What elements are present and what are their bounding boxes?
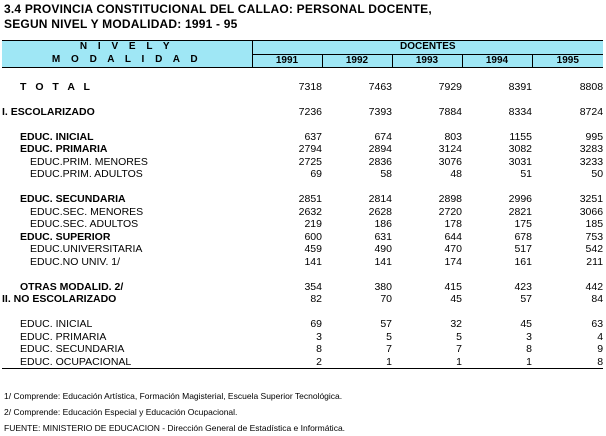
cell-value: 5 (456, 330, 462, 343)
table-row (2, 156, 603, 169)
cell-value: 32 (450, 318, 462, 330)
title-line-1: 3.4 PROVINCIA CONSTITUCIONAL DEL CALLAO: PERSONAL DOCENTE, (4, 2, 432, 16)
cell-value: 161 (514, 255, 532, 268)
table-row (2, 218, 603, 231)
cell-value: 3251 (579, 193, 604, 205)
cell-value: 442 (585, 280, 604, 293)
cell-value: 542 (585, 243, 604, 255)
cell-value: 57 (520, 293, 532, 305)
cell-value: 753 (585, 230, 604, 243)
table-row (2, 143, 603, 156)
cell-value: 211 (586, 255, 604, 268)
cell-value: 57 (380, 318, 392, 330)
header-row-2 (2, 54, 603, 68)
row-label: EDUC.PRIM. ADULTOS (30, 168, 143, 180)
cell-value: 84 (591, 293, 604, 305)
cell-value: 7393 (368, 105, 392, 118)
table-row (2, 281, 603, 294)
cell-value: 8724 (579, 105, 604, 118)
cell-value: 178 (444, 218, 462, 230)
docentes-table (2, 40, 603, 369)
cell-value: 459 (304, 243, 322, 255)
cell-value: 637 (304, 130, 322, 143)
cell-value: 3 (316, 330, 322, 343)
cell-value: 141 (374, 255, 392, 268)
table-row (2, 318, 603, 331)
cell-value: 2628 (368, 205, 392, 218)
cell-value: 2996 (508, 193, 532, 205)
cell-value: 674 (374, 130, 392, 143)
cell-value: 69 (310, 168, 322, 180)
cell-value: 185 (585, 218, 604, 230)
cell-value: 7884 (438, 105, 462, 118)
cell-value: 70 (380, 293, 392, 305)
cell-value: 58 (380, 168, 392, 180)
cell-value: 141 (304, 255, 322, 268)
table-row (2, 256, 603, 269)
cell-value: 3233 (579, 155, 604, 168)
cell-value: 644 (444, 230, 462, 243)
cell-value: 354 (304, 280, 322, 293)
cell-value: 7318 (298, 80, 322, 93)
row-label: T O T A L (20, 80, 93, 93)
cell-value: 2821 (508, 205, 532, 218)
header-docentes: DOCENTES (252, 41, 603, 55)
table-title (4, 2, 432, 32)
row-label: EDUC.PRIM. MENORES (30, 155, 148, 168)
row-label: EDUC.NO UNIV. 1/ (30, 255, 121, 268)
cell-value: 2725 (298, 155, 322, 168)
table-row (2, 206, 603, 219)
cell-value: 219 (304, 218, 322, 230)
cell-value: 3283 (579, 143, 604, 155)
cell-value: 1155 (509, 130, 532, 143)
cell-value: 2851 (298, 193, 322, 205)
row-label: II. NO ESCOLARIZADO (2, 293, 117, 305)
cell-value: 8 (316, 343, 322, 355)
header-year: 1994 (462, 54, 532, 68)
cell-value: 45 (450, 293, 462, 305)
cell-value: 517 (514, 243, 532, 255)
table-row (2, 356, 603, 369)
cell-value: 69 (310, 318, 322, 330)
cell-value: 63 (591, 318, 604, 330)
cell-value: 2836 (368, 155, 392, 168)
cell-value: 3124 (438, 143, 462, 155)
cell-value: 8808 (579, 80, 604, 93)
cell-value: 8 (532, 356, 603, 369)
cell-value: 600 (304, 230, 322, 243)
cell-value: 50 (591, 168, 604, 180)
header-year: 1992 (322, 54, 392, 68)
cell-value: 3076 (438, 155, 462, 168)
row-label: EDUC. INICIAL (20, 130, 94, 143)
source-note: FUENTE: MINISTERIO DE EDUCACION - Dirección General de Estadística e Informática. (4, 423, 346, 433)
row-label: EDUC.UNIVERSITARIA (30, 243, 143, 255)
cell-value: 8334 (508, 105, 532, 118)
cell-value: 2898 (438, 193, 462, 205)
row-label: EDUC. SUPERIOR (20, 230, 111, 243)
cell-value: 2814 (368, 193, 392, 205)
cell-value: 3066 (579, 205, 604, 218)
cell-value: 490 (374, 243, 392, 255)
table-row (2, 343, 603, 356)
cell-value: 5 (386, 330, 392, 343)
row-label: EDUC. PRIMARIA (20, 143, 108, 155)
cell-value: 8 (526, 343, 532, 355)
cell-value: 1 (392, 356, 462, 369)
cell-value: 1 (462, 356, 532, 369)
cell-value: 423 (514, 280, 532, 293)
cell-value: 7929 (438, 80, 462, 93)
footnote-2: 2/ Comprende: Educación Especial y Educación Ocupacional. (4, 407, 238, 417)
row-label: EDUC.SEC. MENORES (30, 205, 144, 218)
cell-value: 2632 (298, 205, 322, 218)
cell-value: 45 (520, 318, 532, 330)
row-label: I. ESCOLARIZADO (2, 105, 95, 118)
table-row (2, 81, 603, 94)
cell-value: 415 (444, 280, 462, 293)
header-level-line-2: M O D A L I D A D (2, 54, 252, 68)
table-row (2, 106, 603, 119)
row-label: EDUC.SEC. ADULTOS (30, 218, 139, 230)
cell-value: 2794 (298, 143, 322, 155)
cell-value: 2894 (368, 143, 392, 155)
cell-value: 48 (450, 168, 462, 180)
cell-value: 51 (520, 168, 532, 180)
row-label: EDUC. SECUNDARIA (20, 343, 125, 355)
cell-value: 631 (374, 230, 392, 243)
cell-value: 678 (514, 230, 532, 243)
cell-value: 7236 (298, 105, 322, 118)
row-label: EDUC. PRIMARIA (20, 330, 107, 343)
cell-value: 3031 (508, 155, 532, 168)
cell-value: 7 (456, 343, 462, 355)
title-line-2: SEGUN NIVEL Y MODALIDAD: 1991 - 95 (4, 17, 238, 31)
header-year: 1991 (252, 54, 322, 68)
footnotes (4, 388, 345, 436)
cell-value: 1 (322, 356, 392, 369)
table-row (2, 243, 603, 256)
table-row (2, 293, 603, 306)
row-label: EDUC. INICIAL (20, 318, 93, 330)
cell-value: 174 (444, 255, 462, 268)
cell-value: 9 (597, 343, 604, 355)
table-row (2, 231, 603, 244)
footnote-1: 1/ Comprende: Educación Artística, Formación Magisterial, Escuela Superior Tecnológica. (4, 391, 343, 401)
row-label: EDUC. SECUNDARIA (20, 193, 126, 205)
table-row (2, 168, 603, 181)
cell-value: 8391 (508, 80, 532, 93)
cell-value: 995 (585, 130, 604, 143)
cell-value: 186 (374, 218, 392, 230)
row-label: OTRAS MODALID. 2/ (20, 280, 124, 293)
cell-value: 82 (310, 293, 322, 305)
cell-value: 3082 (508, 143, 532, 155)
header-level-line-1: N I V E L Y (2, 41, 252, 55)
row-label: EDUC. OCUPACIONAL (2, 356, 252, 369)
cell-value: 3 (526, 330, 532, 343)
cell-value: 470 (444, 243, 462, 255)
cell-value: 803 (444, 130, 462, 143)
header-year: 1995 (532, 54, 603, 68)
cell-value: 7463 (368, 80, 392, 93)
cell-value: 380 (374, 280, 392, 293)
cell-value: 4 (597, 330, 604, 343)
cell-value: 2 (252, 356, 322, 369)
cell-value: 175 (514, 218, 532, 230)
header-year: 1993 (392, 54, 462, 68)
header-row-1 (2, 41, 603, 55)
table-row (2, 193, 603, 206)
cell-value: 2720 (438, 205, 462, 218)
table-row (2, 331, 603, 344)
table-row (2, 131, 603, 144)
cell-value: 7 (386, 343, 392, 355)
